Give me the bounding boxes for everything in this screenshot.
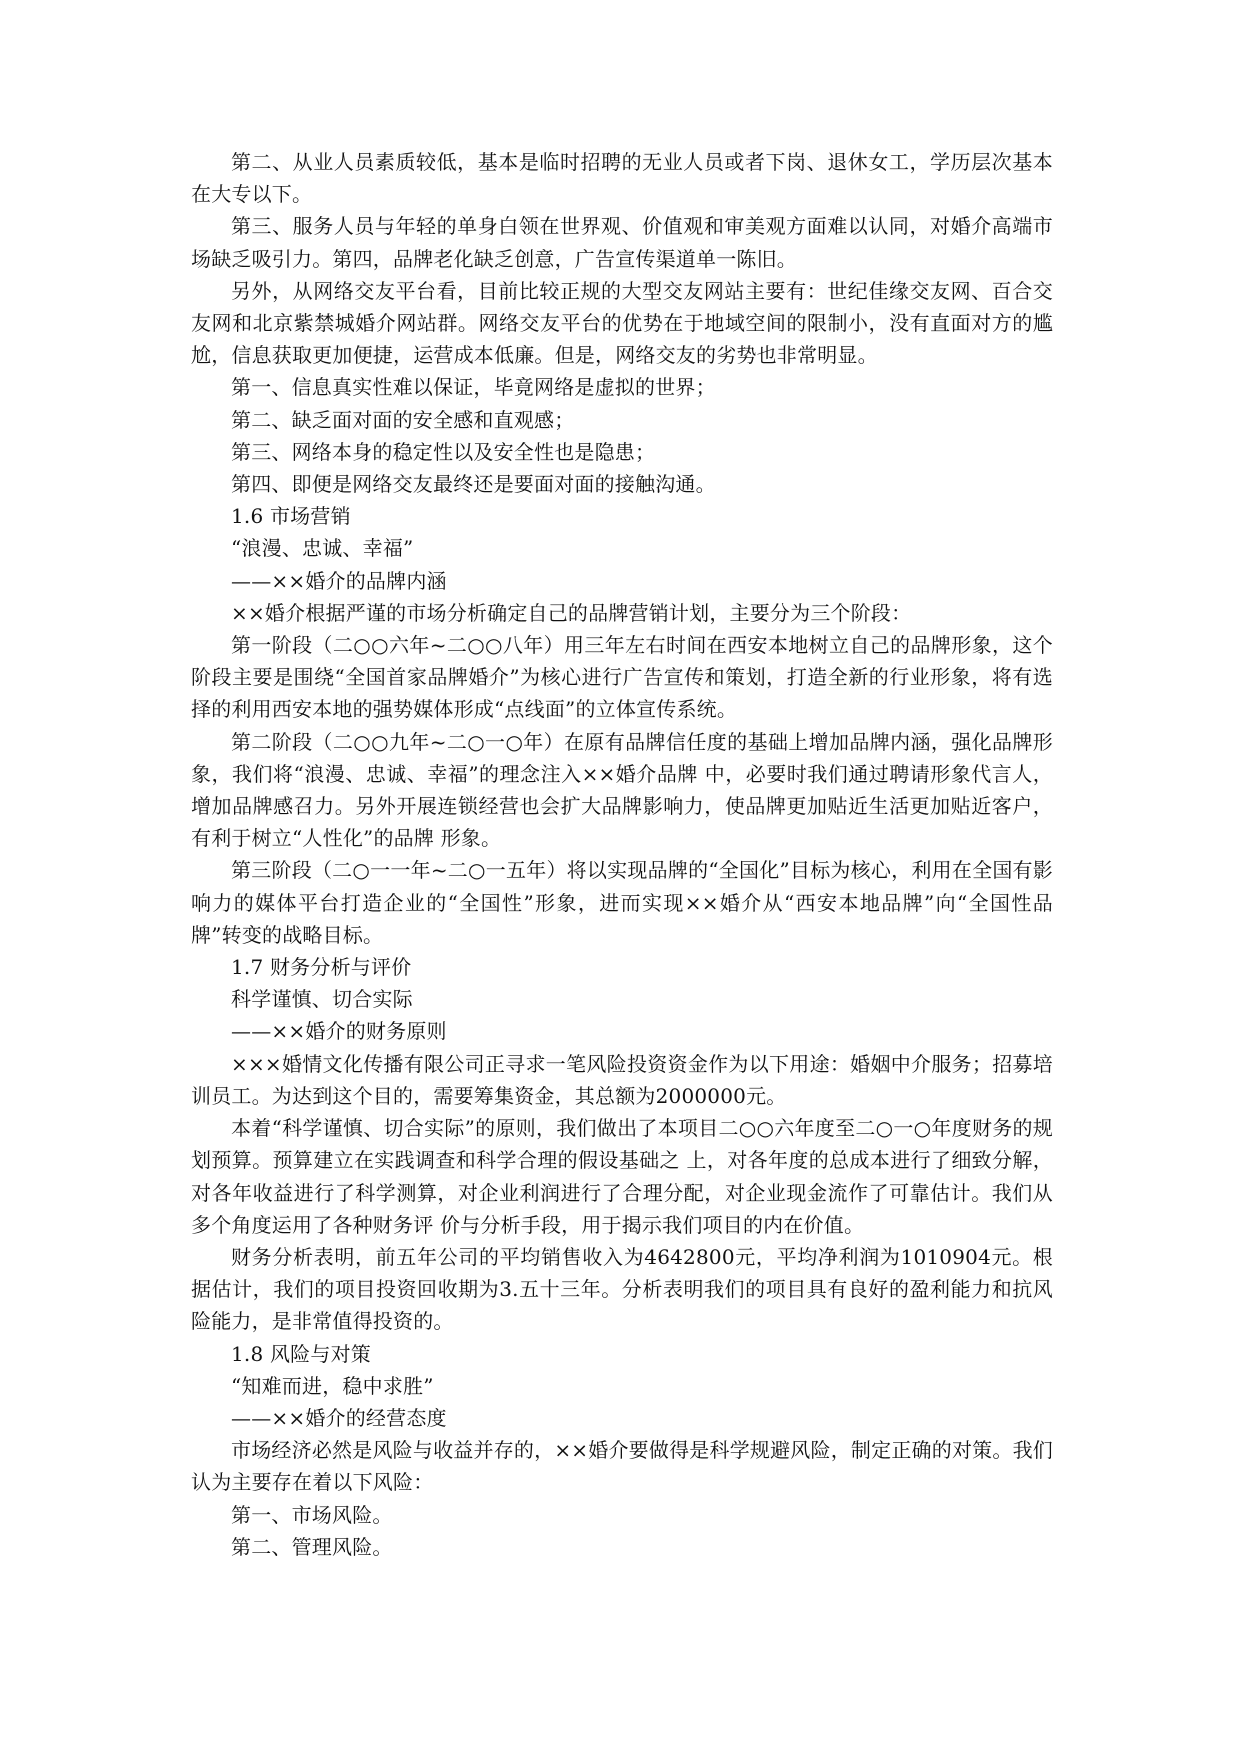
- list-item: 第一、信息真实性难以保证，毕竟网络是虚拟的世界；: [231, 375, 716, 400]
- paragraph: 第一阶段（二○○六年~二○○八年）用三年左右时间在西安本地树立自己的品牌形象，这个阶段主要是围绕“全国首家品牌婚介”为核心进行广告宣传和策划，打造全新的行业形象，将有选择的利用西安本地的强势媒体形成“点线面”的立体宣传系统。: [191, 633, 1053, 722]
- section-heading: 1.7 财务分析与评价: [231, 955, 412, 980]
- section-heading: 1.8 风险与对策: [231, 1341, 371, 1366]
- paragraph: ××婚介根据严谨的市场分析确定自己的品牌营销计划，主要分为三个阶段：: [231, 600, 912, 625]
- section-motto: 科学谨慎、切合实际: [231, 987, 413, 1012]
- section-motto-attribution: ——××婚介的财务原则: [231, 1019, 447, 1044]
- list-item: 第二、管理风险。: [231, 1534, 393, 1559]
- paragraph: 第二阶段（二○○九年~二○一○年）在原有品牌信任度的基础上增加品牌内涵，强化品牌形象，我们将“浪漫、忠诚、幸福”的理念注入××婚介品牌 中，必要时我们通过聘请形象代言人，增加品牌感召力。另外开展连锁经营也会扩大品牌影响力，使品牌更加贴近生活更加贴近客户，有利于树立“人性化”的品牌 形象。: [191, 729, 1053, 851]
- paragraph: 本着“科学谨慎、切合实际”的原则，我们做出了本项目二○○六年度至二○一○年度财务的规划预算。预算建立在实践调查和科学合理的假设基础之 上，对各年度的总成本进行了细致分解，对各年收益进行了科学测算，对企业利润进行了合理分配，对企业现金流作了可靠估计。我们从多个角度运用了各种财务评 价与分析手段，用于揭示我们项目的内在价值。: [191, 1116, 1053, 1237]
- list-item: 第三、网络本身的稳定性以及安全性也是隐患；: [231, 439, 656, 464]
- section-heading: 1.6 市场营销: [231, 504, 351, 529]
- paragraph: 另外，从网络交友平台看，目前比较正规的大型交友网站主要有：世纪佳缘交友网、百合交友网和北京紫禁城婚介网站群。网络交友平台的优势在于地域空间的限制小，没有直面对方的尴尬，信息获取更加便捷，运营成本低廉。但是，网络交友的劣势也非常明显。: [191, 278, 1053, 368]
- paragraph: 第三阶段（二○一一年~二○一五年）将以实现品牌的“全国化”目标为核心，利用在全国有影响力的媒体平台打造企业的“全国性”形象，进而实现××婚介从“西安本地品牌”向“全国性品牌”转变的战略目标。: [191, 858, 1053, 947]
- document-page: [191, 146, 1053, 1563]
- paragraph: 财务分析表明，前五年公司的平均销售收入为4642800元，平均净利润为1010904元。根据估计，我们的项目投资回收期为3.五十三年。分析表明我们的项目具有良好的盈利能力和抗风险能力，是非常值得投资的。: [191, 1244, 1053, 1334]
- paragraph: 第三、服务人员与年轻的单身白领在世界观、价值观和审美观方面难以认同，对婚介高端市场缺乏吸引力。第四，品牌老化缺乏创意，广告宣传渠道单一陈旧。: [191, 214, 1053, 271]
- list-item: 第四、即便是网络交友最终还是要面对面的接触沟通。: [231, 472, 716, 497]
- paragraph: 市场经济必然是风险与收益并存的，××婚介要做得是科学规避风险，制定正确的对策。我们认为主要存在着以下风险：: [191, 1438, 1053, 1495]
- section-motto-attribution: ——××婚介的经营态度: [231, 1405, 447, 1430]
- section-motto: “浪漫、忠诚、幸福”: [231, 536, 414, 561]
- list-item: 第二、缺乏面对面的安全感和直观感；: [231, 407, 575, 432]
- paragraph: 第二、从业人员素质较低，基本是临时招聘的无业人员或者下岗、退休女工，学历层次基本在大专以下。: [191, 150, 1053, 207]
- paragraph: ×××婚情文化传播有限公司正寻求一笔风险投资资金作为以下用途：婚姻中介服务；招募培训员工。为达到这个目的，需要筹集资金，其总额为2000000元。: [191, 1051, 1053, 1108]
- list-item: 第一、市场风险。: [231, 1502, 393, 1527]
- section-motto: “知难而进，稳中求胜”: [231, 1373, 434, 1398]
- section-motto-attribution: ——××婚介的品牌内涵: [231, 568, 447, 593]
